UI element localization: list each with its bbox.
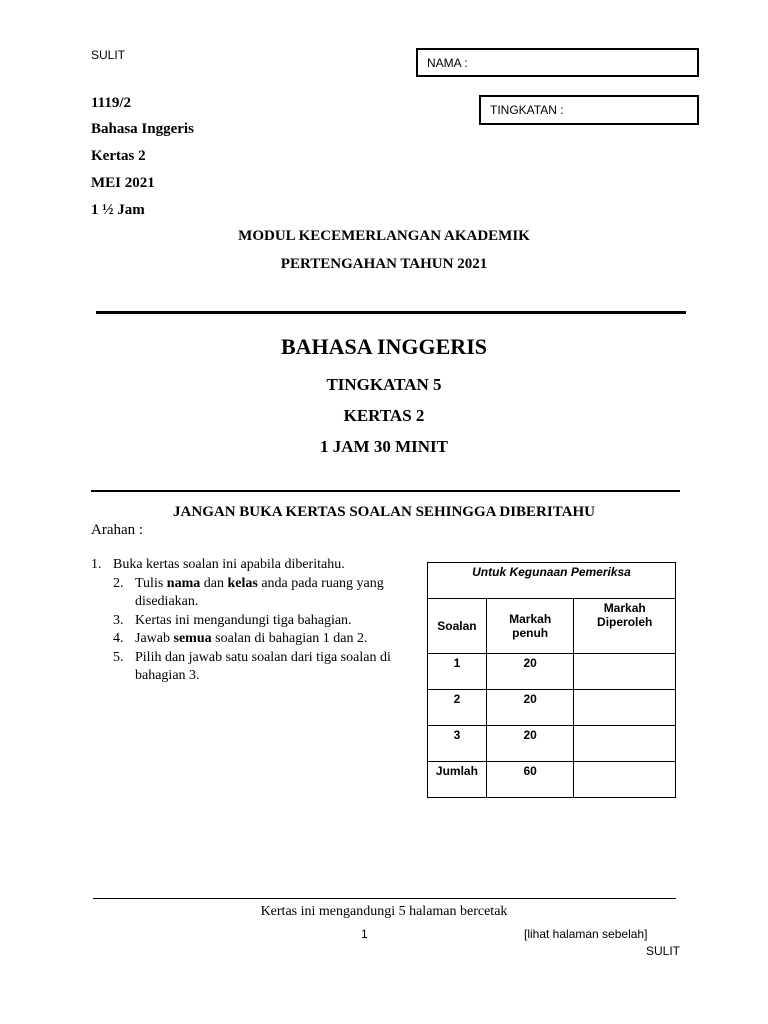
page-number: 1: [361, 927, 368, 941]
header-soalan: Soalan: [428, 599, 487, 654]
paper-code: 1119/2: [91, 95, 132, 111]
arahan-label: Arahan :: [91, 522, 144, 538]
form-title: TINGKATAN 5: [326, 375, 442, 394]
divider-thick: [96, 311, 686, 314]
tingkatan-field[interactable]: [479, 95, 699, 125]
table-row: [428, 654, 676, 690]
paper-number: Kertas 2: [91, 148, 146, 164]
cell-soalan: 2: [428, 690, 487, 726]
table-row: [428, 762, 676, 798]
cell-soalan: Jumlah: [428, 762, 487, 798]
main-title: BAHASA INGGERIS: [280, 334, 487, 359]
sulit-label-bottom: SULIT: [646, 944, 681, 958]
cell-penuh: 60: [486, 762, 574, 798]
nama-field[interactable]: [416, 48, 699, 77]
tingkatan-label: TINGKATAN :: [490, 103, 564, 117]
cell-penuh: 20: [486, 690, 574, 726]
notice-text: JANGAN BUKA KERTAS SOALAN SEHINGGA DIBERITAHU: [173, 504, 595, 520]
paper-title: KERTAS 2: [343, 406, 425, 425]
exam-date: MEI 2021: [91, 175, 155, 191]
module-subtitle: PERTENGAHAN TAHUN 2021: [280, 256, 488, 272]
table-row: [428, 726, 676, 762]
cell-diperoleh[interactable]: [574, 762, 676, 798]
cell-penuh: 20: [486, 654, 574, 690]
instruction-item: 3. Kertas ini mengandungi tiga bahagian.: [113, 612, 352, 628]
cell-diperoleh[interactable]: [574, 690, 676, 726]
cell-soalan: 1: [428, 654, 487, 690]
page-count-text: Kertas ini mengandungi 5 halaman bercetak: [260, 904, 508, 919]
instruction-list: [91, 556, 411, 686]
subject-name: Bahasa Inggeris: [91, 121, 194, 137]
module-title: MODUL KECEMERLANGAN AKADEMIK: [238, 228, 530, 244]
next-page-note: [lihat halaman sebelah]: [524, 927, 648, 941]
cell-diperoleh[interactable]: [574, 726, 676, 762]
sulit-label-top: SULIT: [91, 48, 126, 62]
instruction-item: 4. Jawab semua soalan di bahagian 1 dan 2.: [113, 631, 368, 646]
cell-diperoleh[interactable]: [574, 654, 676, 690]
exam-duration: 1 ½ Jam: [91, 202, 145, 218]
table-caption: Untuk Kegunaan Pemeriksa: [428, 563, 676, 599]
header-markah-penuh: Markah penuh: [486, 599, 574, 654]
instruction-item: 2. Tulis nama dan kelas anda pada ruang yang disediakan.: [113, 575, 384, 609]
header-markah-diperoleh: Markah Diperoleh: [574, 599, 676, 654]
table-row: [428, 690, 676, 726]
nama-label: NAMA :: [427, 55, 468, 70]
instruction-item: 1. Buka kertas soalan ini apabila diberitahu.: [91, 557, 345, 572]
examiner-marks-table: [427, 562, 676, 798]
cell-soalan: 3: [428, 726, 487, 762]
instruction-item: 5. Pilih dan jawab satu soalan dari tiga soalan di bahagian 3.: [113, 649, 391, 683]
divider: [91, 490, 680, 492]
time-title: 1 JAM 30 MINIT: [320, 437, 448, 456]
footer-divider: [93, 898, 676, 899]
cell-penuh: 20: [486, 726, 574, 762]
